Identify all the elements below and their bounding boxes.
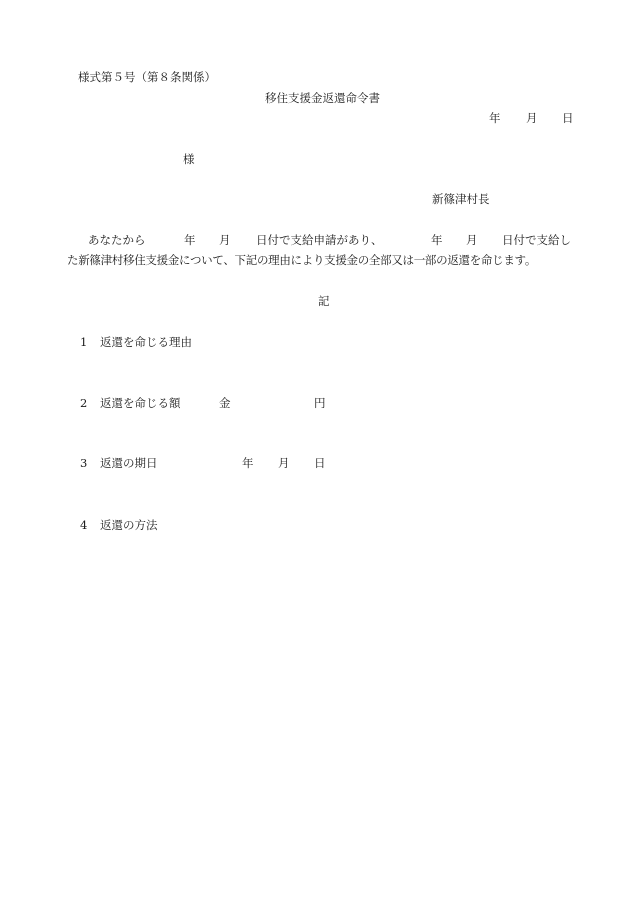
body-line1-year2: 年 [431, 233, 443, 247]
ki-heading: 記 [318, 294, 330, 308]
document-title: 移住支援金返還命令書 [265, 91, 380, 105]
due-month: 月 [278, 456, 290, 470]
body-line1-mid: 日付で支給申請があり、 [256, 233, 383, 247]
header-date-year: 年 [489, 111, 501, 125]
body-line1-prefix: あなたから [88, 233, 146, 247]
item-label: 返還を命じる額 [100, 396, 181, 410]
header-date-month: 月 [526, 111, 538, 125]
due-year: 年 [242, 456, 254, 470]
body-line2: た新篠津村移住支援金について、下記の理由により支援金の全部又は一部の返還を命じます。 [67, 253, 537, 267]
item-label: 返還の方法 [100, 518, 158, 532]
due-day: 日 [314, 456, 326, 470]
body-line1-month1: 月 [219, 233, 231, 247]
form-number: 様式第５号（第８条関係） [78, 70, 216, 84]
issuer-name: 新篠津村長 [432, 192, 490, 206]
amount-suffix: 円 [314, 396, 326, 410]
item-label: 返還を命じる理由 [100, 335, 192, 349]
item-number: 3 [80, 456, 88, 470]
header-date-day: 日 [562, 111, 574, 125]
body-line1-year1: 年 [184, 233, 196, 247]
amount-prefix: 金 [219, 396, 231, 410]
item-number: 4 [80, 518, 88, 532]
item-label: 返還の期日 [100, 456, 158, 470]
addressee-suffix: 様 [183, 152, 195, 166]
body-line1-suffix: 日付で支給し [502, 233, 571, 247]
item-number: 1 [80, 335, 88, 349]
item-number: 2 [80, 396, 88, 410]
body-line1-month2: 月 [466, 233, 478, 247]
